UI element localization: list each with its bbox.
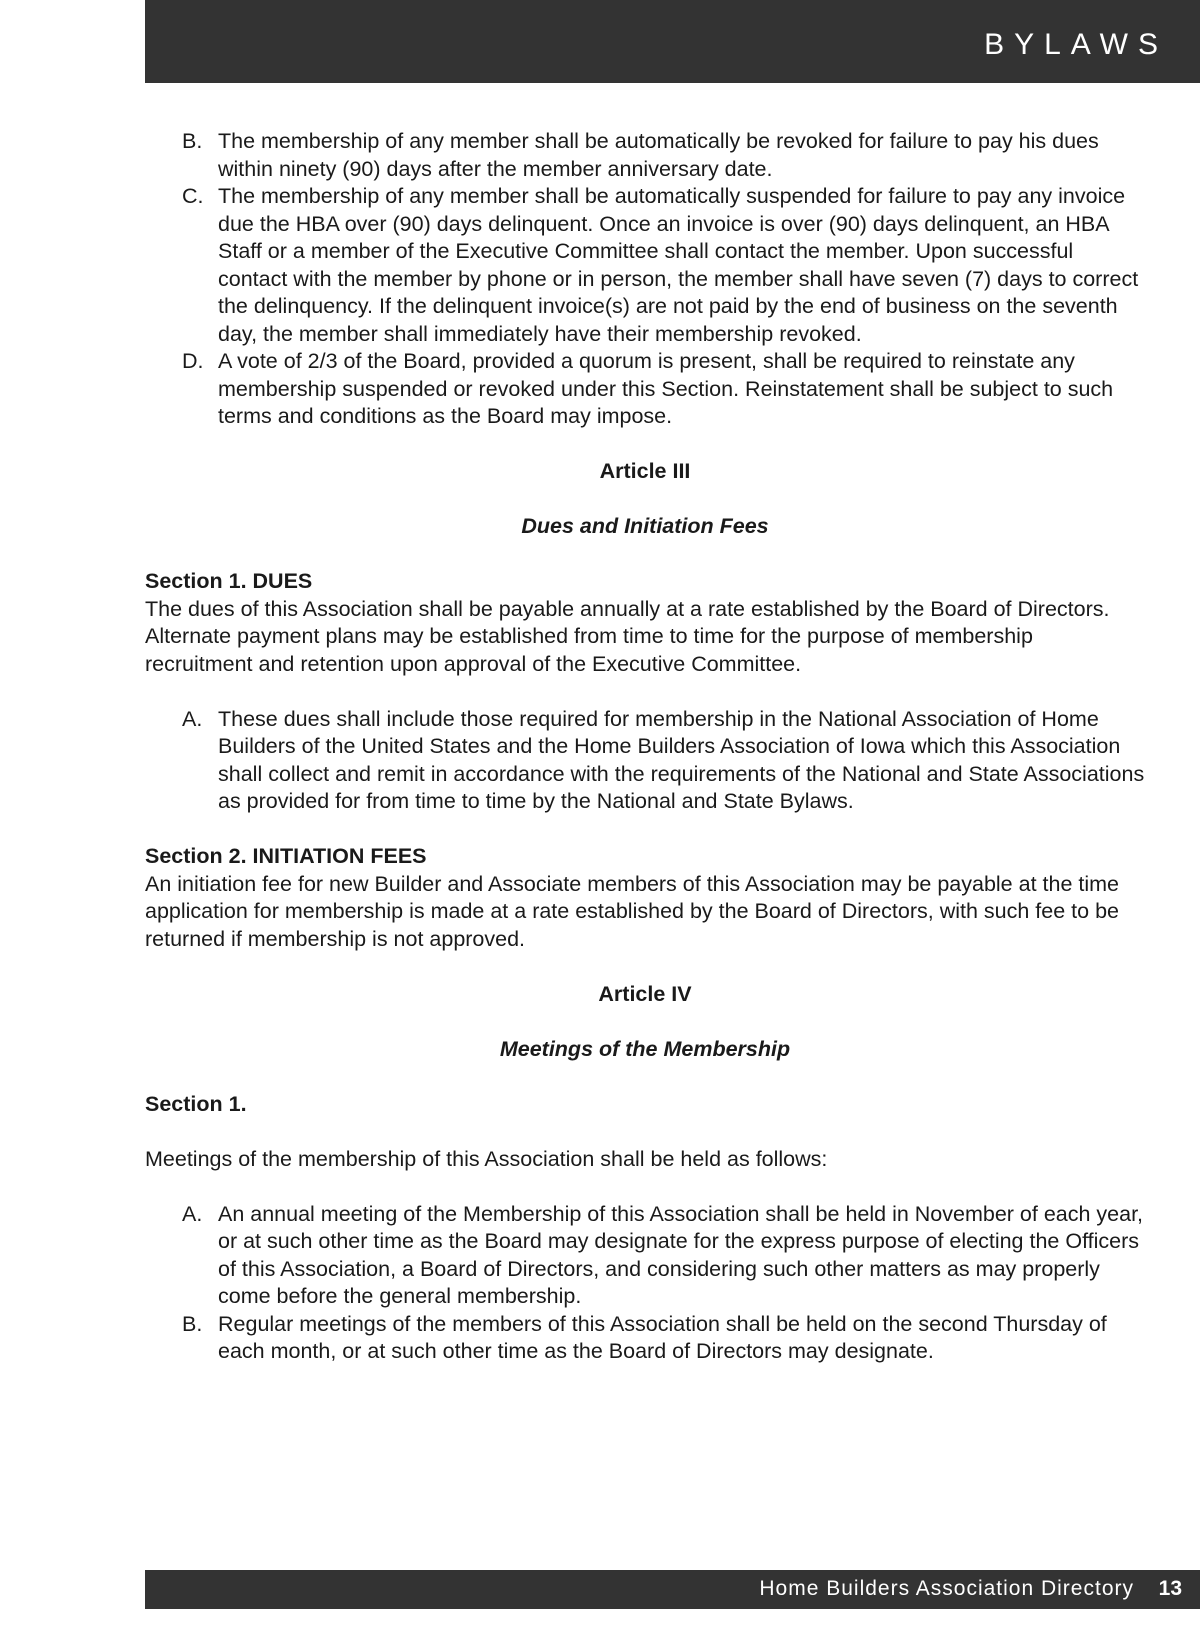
article-3-heading: Article III	[599, 459, 691, 483]
list-item-text: These dues shall include those required for membership in the National Association of Home Builders of the United States and the Home Builders Association of Iowa which this Association shall collect and remit in accordance with the requirements of the National and State Associations as provided for from time to time by the National and State Bylaws.	[218, 706, 1145, 813]
article-3-subheading: Dues and Initiation Fees	[521, 514, 769, 538]
list-item	[145, 348, 1145, 431]
footer-title: Home Builders Association Directory	[759, 1577, 1134, 1600]
list-item	[145, 1201, 1145, 1311]
list-item-text: Regular meetings of the members of this Association shall be held on the second Thursday of each month, or at such other time as the Board of Directors may designate.	[218, 1311, 1107, 1363]
header-title: BYLAWS	[984, 28, 1168, 61]
list-marker: A.	[182, 706, 203, 731]
list-item	[145, 706, 1145, 816]
list-item-text: An annual meeting of the Membership of this Association shall be held in November of each year, or at such other time as the Board may designate for the express purpose of electing the Officers of this Association, a Board of Directors, and considering such other matters as may properly come before the general membership.	[218, 1201, 1144, 1308]
article-4-section-1-body: Meetings of the membership of this Association shall be held as follows:	[145, 1146, 828, 1171]
dues-list	[145, 706, 1145, 816]
list-marker: B.	[182, 129, 203, 153]
list-item-text: The membership of any member shall be automatically be revoked for failure to pay his dues within ninety (90) days after the member anniversary date.	[218, 129, 1099, 181]
section-2-initiation-body: An initiation fee for new Builder and Associate members of this Association may be payable at the time application for membership is made at a rate established by the Board of Directors, with such fee to be returned if membership is not approved.	[145, 871, 1119, 951]
list-item-text: A vote of 2/3 of the Board, provided a quorum is present, shall be required to reinstate any membership suspended or revoked under this Section. Reinstatement shall be subject to such terms and conditions as the Board may impose.	[218, 349, 1114, 428]
article-4-subheading: Meetings of the Membership	[499, 1036, 791, 1061]
footer-bar	[145, 1570, 1200, 1609]
list-item	[145, 183, 1145, 348]
list-marker: B.	[182, 1311, 203, 1336]
article-4-section-1-heading: Section 1.	[145, 1091, 247, 1116]
list-item-text: The membership of any member shall be automatically suspended for failure to pay any invoice due the HBA over (90) days delinquent. Once an invoice is over (90) days delinquent, an HBA Staff or a member of the Executive Committee shall contact the member. Upon successful contact with the member by phone or in person, the member shall have seven (7) days to correct the delinquency. If the delinquent invoice(s) are not paid by the end of business on the seventh day, the member shall immediately have their membership revoked.	[218, 184, 1139, 346]
section-1-dues-heading: Section 1. DUES	[145, 569, 313, 593]
page-number: 13	[1158, 1577, 1182, 1600]
list-marker: D.	[182, 349, 204, 373]
page-content	[145, 128, 1145, 1366]
section-1-dues-body: The dues of this Association shall be payable annually at a rate established by the Board of Directors. Alternate payment plans may be established from time to time for the purpose of membership recruitment and retention upon approval of the Executive Committee.	[145, 596, 1110, 676]
article-4-heading: Article IV	[598, 981, 692, 1006]
meetings-list	[145, 1201, 1145, 1366]
list-item	[145, 128, 1145, 183]
top-list	[145, 128, 1145, 431]
list-marker: A.	[182, 1201, 203, 1226]
list-marker: C.	[182, 184, 204, 208]
header-bar	[145, 0, 1200, 83]
section-2-initiation-heading: Section 2. INITIATION FEES	[145, 844, 427, 868]
list-item	[145, 1311, 1145, 1366]
